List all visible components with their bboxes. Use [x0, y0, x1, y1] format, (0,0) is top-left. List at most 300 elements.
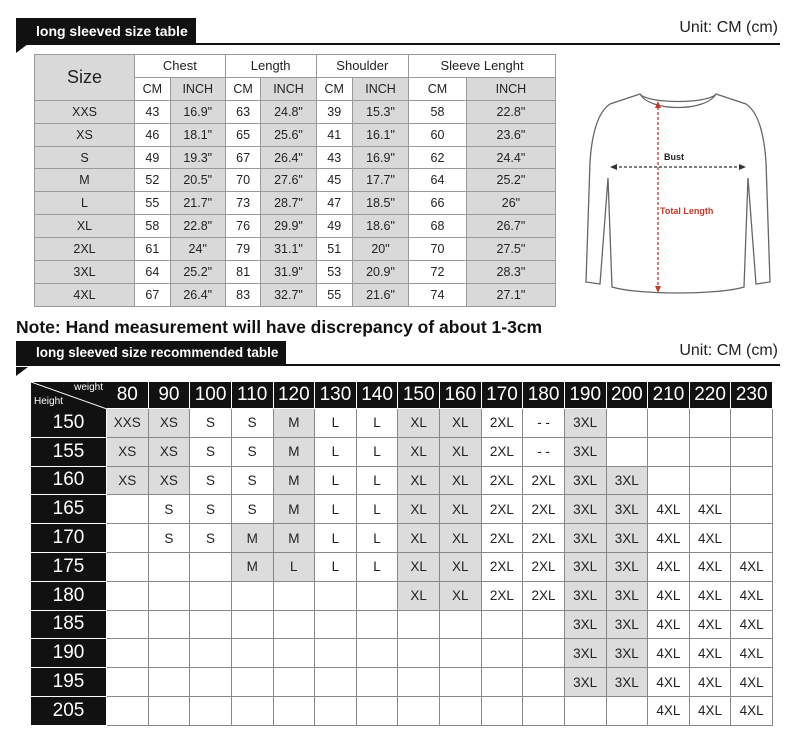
- recommended-size-cell: [356, 668, 398, 697]
- size-value-cell: 73: [225, 192, 261, 215]
- sub-header: CM: [135, 77, 171, 100]
- recommended-size-cell: 2XL: [481, 409, 523, 438]
- sub-header: INCH: [261, 77, 316, 100]
- size-value-cell: 65: [225, 123, 261, 146]
- recommended-size-cell: 2XL: [523, 581, 565, 610]
- recommended-size-cell: [606, 409, 648, 438]
- recommended-size-cell: [523, 696, 565, 725]
- recommended-size-cell: 3XL: [564, 524, 606, 553]
- recommended-size-cell: L: [273, 552, 315, 581]
- recommended-size-cell: 3XL: [564, 495, 606, 524]
- height-row: [31, 639, 773, 668]
- size-value-cell: 26.4": [170, 283, 225, 306]
- recommended-size-cell: S: [231, 495, 273, 524]
- total-length-label: Total Length: [660, 206, 714, 216]
- sub-header: CM: [409, 77, 467, 100]
- recommended-size-cell: 2XL: [481, 552, 523, 581]
- size-value-cell: 18.1": [170, 123, 225, 146]
- recommended-size-cell: 3XL: [606, 495, 648, 524]
- recommended-size-cell: L: [315, 552, 357, 581]
- recommended-size-cell: 2XL: [523, 552, 565, 581]
- size-value-cell: 21.6": [352, 283, 408, 306]
- recommended-size-cell: [356, 581, 398, 610]
- recommended-size-cell: 3XL: [564, 610, 606, 639]
- recommended-size-cell: S: [148, 524, 190, 553]
- recommended-size-cell: XXS: [107, 409, 149, 438]
- height-label-cell: 195: [31, 668, 107, 697]
- recommended-size-cell: [356, 696, 398, 725]
- recommended-size-cell: XL: [398, 409, 440, 438]
- recommended-size-cell: L: [315, 409, 357, 438]
- recommended-size-cell: 4XL: [689, 495, 731, 524]
- height-row: [31, 466, 773, 495]
- recommended-size-cell: [148, 668, 190, 697]
- recommended-size-cell: 4XL: [648, 495, 690, 524]
- recommended-size-cell: 2XL: [523, 524, 565, 553]
- recommended-size-cell: XL: [440, 581, 482, 610]
- corner-height-label: Height: [34, 396, 63, 407]
- recommended-size-cell: XL: [440, 409, 482, 438]
- size-header: Size: [35, 55, 135, 101]
- bust-label: Bust: [664, 152, 684, 162]
- size-table-tag-label: long sleeved size table: [36, 23, 188, 39]
- size-row: [35, 192, 556, 215]
- recommended-size-cell: - -: [523, 437, 565, 466]
- recommended-size-cell: [107, 524, 149, 553]
- size-label-cell: L: [35, 192, 135, 215]
- size-value-cell: 32.7": [261, 283, 316, 306]
- size-value-cell: 79: [225, 238, 261, 261]
- recommended-size-cell: 3XL: [564, 639, 606, 668]
- recommended-size-cell: XL: [398, 581, 440, 610]
- recommended-size-cell: 4XL: [648, 639, 690, 668]
- top-unit-label: Unit: CM (cm): [679, 19, 778, 36]
- size-value-cell: 67: [135, 283, 171, 306]
- size-value-cell: 55: [316, 283, 352, 306]
- recommended-size-cell: [190, 639, 232, 668]
- shoulder-header: Shoulder: [316, 55, 409, 78]
- recommended-size-cell: S: [190, 409, 232, 438]
- recommended-size-cell: L: [356, 409, 398, 438]
- size-value-cell: 64: [135, 261, 171, 284]
- recommended-size-cell: [231, 668, 273, 697]
- recommended-size-cell: L: [356, 437, 398, 466]
- size-value-cell: 55: [135, 192, 171, 215]
- size-value-cell: 15.3": [352, 100, 408, 123]
- height-label-cell: 205: [31, 696, 107, 725]
- sub-header: INCH: [352, 77, 408, 100]
- recommended-size-cell: [273, 668, 315, 697]
- size-value-cell: 27.1": [466, 283, 555, 306]
- recommended-size-cell: 2XL: [481, 466, 523, 495]
- recommended-size-cell: S: [231, 466, 273, 495]
- recommended-size-cell: XL: [440, 552, 482, 581]
- recommended-size-cell: 4XL: [648, 552, 690, 581]
- shirt-outline-icon: [578, 82, 778, 302]
- size-value-cell: 19.3": [170, 146, 225, 169]
- recommended-size-cell: [398, 639, 440, 668]
- recommended-size-cell: [273, 581, 315, 610]
- size-value-cell: 43: [135, 100, 171, 123]
- height-label-cell: 170: [31, 524, 107, 553]
- weight-header: 220: [689, 382, 731, 409]
- recommended-size-cell: 4XL: [689, 552, 731, 581]
- bottom-divider: [16, 364, 780, 366]
- recommended-size-cell: [440, 696, 482, 725]
- weight-header: 170: [481, 382, 523, 409]
- height-label-cell: 185: [31, 610, 107, 639]
- weight-header: 80: [107, 382, 149, 409]
- recommended-size-cell: [315, 668, 357, 697]
- recommended-size-cell: - -: [523, 409, 565, 438]
- recommended-size-cell: [107, 552, 149, 581]
- size-value-cell: 22.8": [466, 100, 555, 123]
- size-value-cell: 64: [409, 169, 467, 192]
- size-value-cell: 27.5": [466, 238, 555, 261]
- size-value-cell: 74: [409, 283, 467, 306]
- size-label-cell: XXS: [35, 100, 135, 123]
- recommended-size-cell: [689, 409, 731, 438]
- recommended-size-cell: 4XL: [731, 696, 773, 725]
- sub-header: CM: [225, 77, 261, 100]
- recommended-size-cell: 3XL: [606, 524, 648, 553]
- bottom-unit-label: Unit: CM (cm): [679, 342, 778, 359]
- recommended-size-cell: [481, 696, 523, 725]
- size-row: [35, 238, 556, 261]
- recommended-size-cell: [440, 639, 482, 668]
- size-value-cell: 28.7": [261, 192, 316, 215]
- recommended-size-cell: M: [273, 409, 315, 438]
- recommended-size-cell: S: [190, 495, 232, 524]
- recommended-size-cell: [606, 696, 648, 725]
- size-label-cell: 4XL: [35, 283, 135, 306]
- recommended-size-cell: 4XL: [731, 668, 773, 697]
- recommended-size-cell: [689, 466, 731, 495]
- recommended-size-cell: [356, 610, 398, 639]
- recommended-size-cell: [148, 552, 190, 581]
- recommended-size-cell: 3XL: [606, 552, 648, 581]
- recommended-size-cell: [481, 668, 523, 697]
- recommended-size-cell: [231, 639, 273, 668]
- weight-header: 230: [731, 382, 773, 409]
- recommended-size-cell: XS: [148, 437, 190, 466]
- size-label-cell: 3XL: [35, 261, 135, 284]
- size-label-cell: 2XL: [35, 238, 135, 261]
- recommended-size-cell: S: [190, 466, 232, 495]
- height-label-cell: 175: [31, 552, 107, 581]
- recommended-size-cell: [107, 639, 149, 668]
- size-value-cell: 24": [170, 238, 225, 261]
- recommended-size-cell: 2XL: [481, 437, 523, 466]
- weight-header: 190: [564, 382, 606, 409]
- weight-header: 120: [273, 382, 315, 409]
- size-value-cell: 39: [316, 100, 352, 123]
- shirt-diagram: [578, 82, 778, 302]
- recommended-size-cell: [107, 668, 149, 697]
- recommended-size-cell: 2XL: [481, 581, 523, 610]
- recommended-size-cell: M: [273, 524, 315, 553]
- height-row: [31, 668, 773, 697]
- recommended-size-cell: L: [315, 466, 357, 495]
- recommended-size-cell: [190, 610, 232, 639]
- recommended-size-cell: [356, 639, 398, 668]
- recommended-size-cell: 3XL: [606, 581, 648, 610]
- recommended-size-cell: 3XL: [564, 466, 606, 495]
- recommended-size-cell: 4XL: [648, 696, 690, 725]
- top-divider: [16, 43, 780, 45]
- size-value-cell: 45: [316, 169, 352, 192]
- recommended-size-cell: [107, 696, 149, 725]
- size-row: [35, 100, 556, 123]
- recommended-size-cell: [231, 696, 273, 725]
- recommended-size-cell: L: [315, 524, 357, 553]
- size-label-cell: M: [35, 169, 135, 192]
- size-value-cell: 31.1": [261, 238, 316, 261]
- size-value-cell: 26.4": [261, 146, 316, 169]
- size-value-cell: 24.8": [261, 100, 316, 123]
- size-value-cell: 29.9": [261, 215, 316, 238]
- recommended-size-cell: 3XL: [606, 466, 648, 495]
- size-value-cell: 67: [225, 146, 261, 169]
- recommended-size-cell: XS: [107, 437, 149, 466]
- sleeve-header: Sleeve Lenght: [409, 55, 556, 78]
- recommended-size-cell: XL: [398, 437, 440, 466]
- size-value-cell: 51: [316, 238, 352, 261]
- recommended-size-cell: 4XL: [689, 524, 731, 553]
- recommended-size-cell: [606, 437, 648, 466]
- recommended-size-cell: [107, 495, 149, 524]
- recommended-size-cell: [190, 581, 232, 610]
- recommended-size-cell: XL: [398, 495, 440, 524]
- size-value-cell: 24.4": [466, 146, 555, 169]
- recommended-size-table: [30, 381, 773, 726]
- size-value-cell: 61: [135, 238, 171, 261]
- corner-weight-label: weight: [74, 382, 103, 393]
- size-value-cell: 25.2": [170, 261, 225, 284]
- recommended-size-cell: [481, 639, 523, 668]
- size-value-cell: 20.9": [352, 261, 408, 284]
- size-value-cell: 25.6": [261, 123, 316, 146]
- recommended-size-cell: XL: [440, 524, 482, 553]
- size-value-cell: 28.3": [466, 261, 555, 284]
- size-value-cell: 26": [466, 192, 555, 215]
- recommended-size-cell: [731, 524, 773, 553]
- recommended-size-cell: L: [356, 495, 398, 524]
- recommended-size-cell: [107, 610, 149, 639]
- recommended-size-cell: [731, 437, 773, 466]
- size-value-cell: 47: [316, 192, 352, 215]
- size-value-cell: 63: [225, 100, 261, 123]
- recommended-size-cell: 4XL: [731, 639, 773, 668]
- recommended-size-cell: [148, 639, 190, 668]
- size-value-cell: 27.6": [261, 169, 316, 192]
- recommended-size-cell: [440, 610, 482, 639]
- recommended-size-cell: [440, 668, 482, 697]
- size-value-cell: 46: [135, 123, 171, 146]
- recommended-size-cell: 3XL: [564, 668, 606, 697]
- size-value-cell: 81: [225, 261, 261, 284]
- recommended-size-cell: [523, 639, 565, 668]
- size-value-cell: 58: [409, 100, 467, 123]
- size-table-tag: [16, 18, 196, 44]
- recommended-size-cell: [273, 696, 315, 725]
- recommended-size-cell: M: [231, 552, 273, 581]
- size-value-cell: 20": [352, 238, 408, 261]
- recommended-size-cell: L: [356, 466, 398, 495]
- recommended-size-cell: 3XL: [564, 552, 606, 581]
- table-corner: [31, 382, 107, 409]
- recommended-size-cell: [731, 409, 773, 438]
- size-value-cell: 49: [135, 146, 171, 169]
- recommended-size-cell: 4XL: [689, 696, 731, 725]
- recommended-size-cell: [315, 696, 357, 725]
- recommended-size-cell: 4XL: [731, 610, 773, 639]
- recommended-size-cell: [148, 610, 190, 639]
- weight-header: 110: [231, 382, 273, 409]
- recommended-size-cell: M: [231, 524, 273, 553]
- recommended-size-cell: XS: [148, 409, 190, 438]
- recommended-size-cell: [273, 610, 315, 639]
- sub-header: INCH: [466, 77, 555, 100]
- height-row: [31, 581, 773, 610]
- recommended-size-cell: 4XL: [689, 639, 731, 668]
- size-value-cell: 60: [409, 123, 467, 146]
- recommended-size-cell: [190, 696, 232, 725]
- recommended-size-cell: M: [273, 437, 315, 466]
- recommended-size-cell: [398, 696, 440, 725]
- recommended-size-cell: 2XL: [481, 524, 523, 553]
- size-value-cell: 16.9": [170, 100, 225, 123]
- recommended-size-cell: [273, 639, 315, 668]
- recommended-size-cell: L: [356, 552, 398, 581]
- measurement-note: Note: Hand measurement will have discrepancy of about 1-3cm: [16, 317, 543, 337]
- size-value-cell: 31.9": [261, 261, 316, 284]
- recommended-size-cell: [190, 552, 232, 581]
- recommended-size-cell: 3XL: [606, 610, 648, 639]
- recommended-size-cell: 4XL: [731, 552, 773, 581]
- recommended-size-cell: XL: [398, 466, 440, 495]
- sub-header: INCH: [170, 77, 225, 100]
- weight-header: 160: [440, 382, 482, 409]
- size-value-cell: 70: [409, 238, 467, 261]
- weight-header: 200: [606, 382, 648, 409]
- recommended-size-cell: 3XL: [564, 437, 606, 466]
- recommended-size-cell: [564, 696, 606, 725]
- recommended-size-cell: [648, 409, 690, 438]
- recommended-size-cell: 3XL: [564, 409, 606, 438]
- weight-header: 140: [356, 382, 398, 409]
- size-value-cell: 52: [135, 169, 171, 192]
- recommended-size-cell: 4XL: [648, 668, 690, 697]
- recommended-table-tag: [16, 341, 286, 365]
- height-label-cell: 160: [31, 466, 107, 495]
- recommended-size-cell: XL: [440, 495, 482, 524]
- recommended-size-cell: 3XL: [606, 639, 648, 668]
- size-label-cell: S: [35, 146, 135, 169]
- recommended-size-cell: [398, 668, 440, 697]
- size-value-cell: 17.7": [352, 169, 408, 192]
- recommended-size-cell: S: [190, 524, 232, 553]
- recommended-size-cell: [148, 696, 190, 725]
- size-value-cell: 72: [409, 261, 467, 284]
- recommended-size-cell: [398, 610, 440, 639]
- recommended-size-cell: [148, 581, 190, 610]
- recommended-size-cell: [107, 581, 149, 610]
- size-value-cell: 70: [225, 169, 261, 192]
- recommended-size-cell: [523, 668, 565, 697]
- size-value-cell: 53: [316, 261, 352, 284]
- recommended-size-cell: [731, 495, 773, 524]
- recommended-size-cell: S: [231, 409, 273, 438]
- size-value-cell: 58: [135, 215, 171, 238]
- size-row: [35, 123, 556, 146]
- height-label-cell: 155: [31, 437, 107, 466]
- recommended-size-cell: 4XL: [648, 524, 690, 553]
- recommended-size-cell: [689, 437, 731, 466]
- length-header: Length: [225, 55, 316, 78]
- size-value-cell: 18.5": [352, 192, 408, 215]
- size-value-cell: 25.2": [466, 169, 555, 192]
- size-row: [35, 261, 556, 284]
- height-label-cell: 190: [31, 639, 107, 668]
- recommended-size-cell: 4XL: [648, 610, 690, 639]
- recommended-size-cell: [231, 581, 273, 610]
- recommended-size-cell: [523, 610, 565, 639]
- height-row: [31, 696, 773, 725]
- size-value-cell: 83: [225, 283, 261, 306]
- recommended-size-cell: L: [356, 524, 398, 553]
- height-row: [31, 552, 773, 581]
- recommended-size-cell: L: [315, 495, 357, 524]
- recommended-size-cell: [648, 437, 690, 466]
- recommended-size-cell: 2XL: [523, 495, 565, 524]
- recommended-size-cell: [731, 466, 773, 495]
- chest-header: Chest: [135, 55, 226, 78]
- height-row: [31, 524, 773, 553]
- size-label-cell: XL: [35, 215, 135, 238]
- recommended-size-cell: [315, 610, 357, 639]
- recommended-size-cell: S: [148, 495, 190, 524]
- weight-header: 130: [315, 382, 357, 409]
- recommended-size-cell: 4XL: [731, 581, 773, 610]
- size-row: [35, 169, 556, 192]
- size-value-cell: 20.5": [170, 169, 225, 192]
- recommended-size-cell: [231, 610, 273, 639]
- size-value-cell: 16.9": [352, 146, 408, 169]
- recommended-size-cell: 3XL: [606, 668, 648, 697]
- size-value-cell: 26.7": [466, 215, 555, 238]
- recommended-size-cell: 2XL: [523, 466, 565, 495]
- height-row: [31, 495, 773, 524]
- size-value-cell: 16.1": [352, 123, 408, 146]
- weight-header: 180: [523, 382, 565, 409]
- recommended-size-cell: XS: [107, 466, 149, 495]
- weight-header: 90: [148, 382, 190, 409]
- recommended-size-cell: [315, 639, 357, 668]
- size-row: [35, 146, 556, 169]
- height-label-cell: 165: [31, 495, 107, 524]
- recommended-size-cell: XL: [398, 524, 440, 553]
- size-value-cell: 62: [409, 146, 467, 169]
- size-row: [35, 283, 556, 306]
- recommended-size-cell: XS: [148, 466, 190, 495]
- recommended-size-cell: [648, 466, 690, 495]
- recommended-size-cell: 2XL: [481, 495, 523, 524]
- recommended-size-cell: 4XL: [648, 581, 690, 610]
- height-row: [31, 610, 773, 639]
- weight-header: 210: [648, 382, 690, 409]
- size-value-cell: 68: [409, 215, 467, 238]
